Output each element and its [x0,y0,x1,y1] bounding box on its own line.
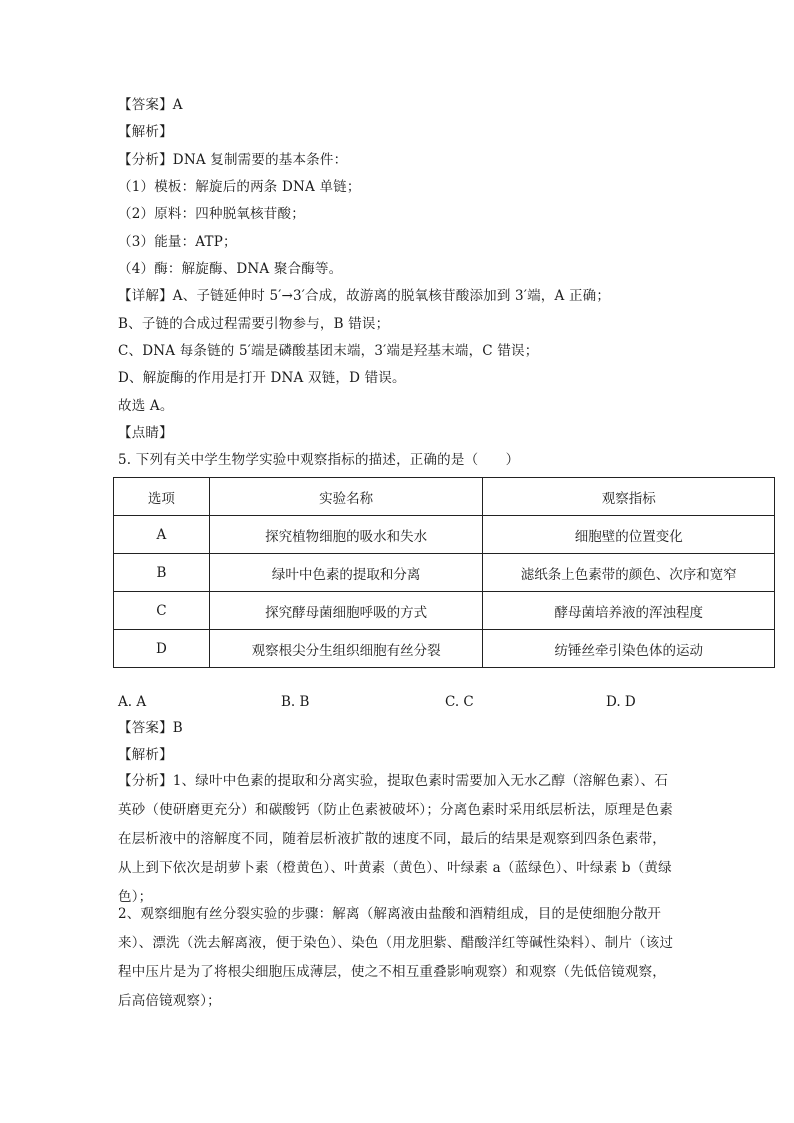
table-header-row [114,478,775,516]
conclusion: 故选 A。 [118,398,174,414]
detail-b: B、子链的合成过程需要引物参与，B 错误； [118,316,390,332]
table-cell: 纺锤丝牵引染色体的运动 [483,630,775,668]
option-c: C. C [445,694,474,710]
table-header: 观察指标 [483,478,775,516]
table-cell: B [114,554,210,592]
answer-label-a: 【答案】A [118,97,183,113]
condition-energy: （3）能量：ATP； [118,234,237,250]
table-cell: 绿叶中色素的提取和分离 [209,554,483,592]
detail-d: D、解旋酶的作用是打开 DNA 双链，D 错误。 [118,370,406,386]
answer-label-b: 【答案】B [118,720,183,736]
detail-a: 【详解】A、子链延伸时 5′→3′合成，故游离的脱氧核苷酸添加到 3′端，A 正确； [118,288,611,304]
observation-table [113,477,775,668]
table-row [114,592,775,630]
table-cell: 细胞壁的位置变化 [483,516,775,554]
condition-enzyme: （4）酶：解旋酶、DNA 聚合酶等。 [118,261,343,277]
analysis-paragraph-1: 【分析】1、绿叶中色素的提取和分离实验，提取色素时需要加入无水乙醇（溶解色素）、石英砂（使研磨更充分）和碳酸钙（防止色素被破坏）；分离色素时采用纸层析法，原理是色素在层析液中的溶解度不同，随着层析液扩散的速度不同，最后的结果是观察到四条色素带，从上到下依次是胡萝卜素（橙黄色）、叶黄素（黄色）、叶绿素 a（蓝绿色）、叶绿素 b（黄绿色）； [118,773,673,905]
option-b: B. B [281,694,310,710]
table-cell: C [114,592,210,630]
analysis-intro: 【分析】DNA 复制需要的基本条件： [118,152,348,168]
condition-template: （1）模板：解旋后的两条 DNA 单链； [118,179,361,195]
detail-c: C、DNA 每条链的 5′端是磷酸基团末端，3′端是羟基末端，C 错误； [118,343,539,359]
table-row [114,554,775,592]
table-row [114,516,775,554]
table-cell: 探究酵母菌细胞呼吸的方式 [209,592,483,630]
table-cell: 观察根尖分生组织细胞有丝分裂 [209,630,483,668]
analysis-paragraph-2: 2、观察细胞有丝分裂实验的步骤：解离（解离液由盐酸和酒精组成，目的是使细胞分散开来）、漂洗（洗去解离液，便于染色）、染色（用龙胆紫、醋酸洋红等碱性染料）、制片（该过程中压片是为了将根尖细胞压成薄层，使之不相互重叠影响观察）和观察（先低倍镜观察，后高倍镜观察）； [118,906,674,1009]
option-a: A. A [118,694,147,710]
table-cell: 酵母菌培养液的浑浊程度 [483,592,775,630]
condition-material: （2）原料：四种脱氧核苷酸； [118,206,305,222]
table-header: 选项 [114,478,210,516]
table-cell: 探究植物细胞的吸水和失水 [209,516,483,554]
dianjing-heading: 【点睛】 [118,425,173,441]
option-d: D. D [606,694,636,710]
table-row [114,630,775,668]
question-5-stem: 5. 下列有关中学生物学实验中观察指标的描述，正确的是（ ） [118,452,520,468]
analysis-heading: 【解析】 [118,747,173,763]
analysis-heading: 【解析】 [118,124,173,140]
table-cell: A [114,516,210,554]
table-cell: 滤纸条上色素带的颜色、次序和宽窄 [483,554,775,592]
table-cell: D [114,630,210,668]
table-header: 实验名称 [209,478,483,516]
